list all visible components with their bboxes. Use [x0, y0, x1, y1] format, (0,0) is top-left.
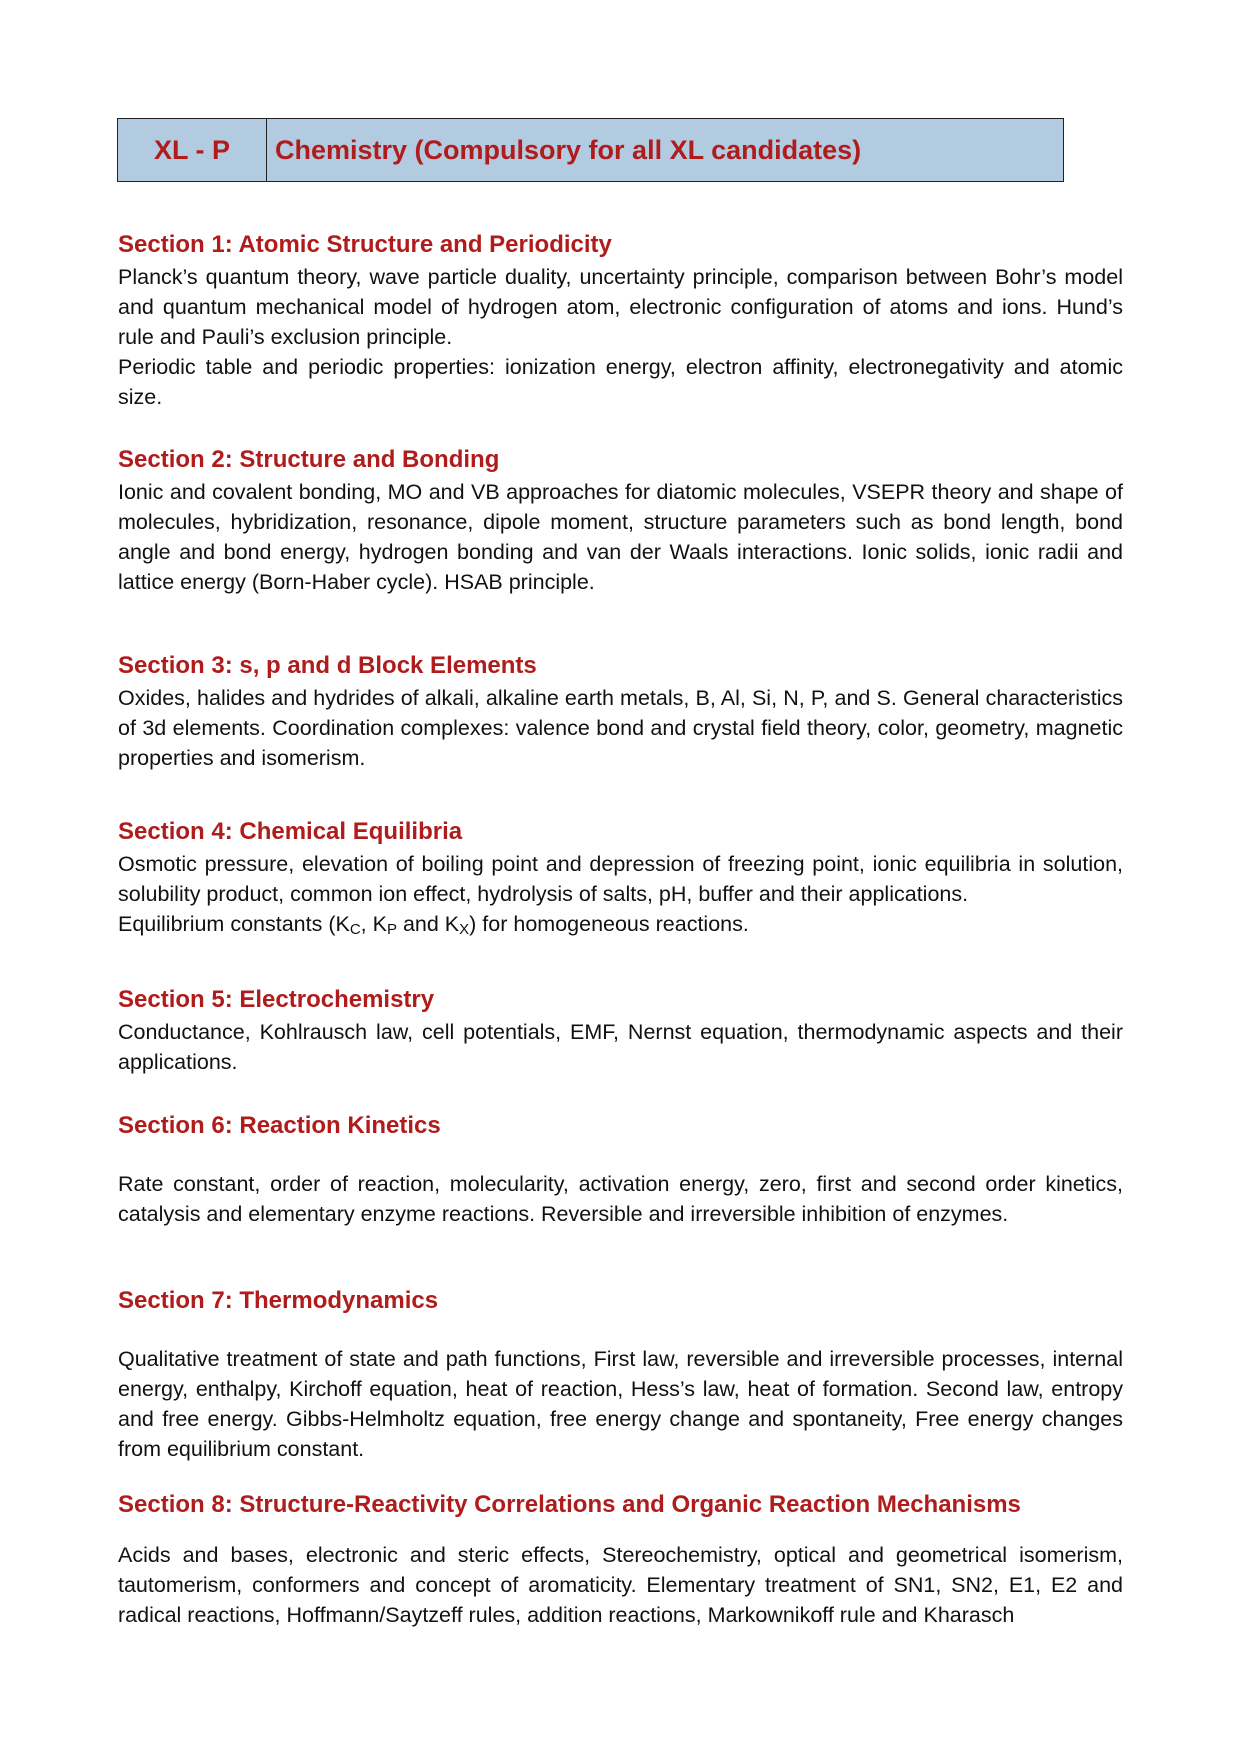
section-1-paragraph-1: Planck’s quantum theory, wave particle duality, uncertainty principle, comparison between Bohr’s model and quantum mechanical model of hydrogen atom, electronic configuration of atoms and ions. Hund’s rule and Pauli’s exclusion principle. [118, 265, 1123, 349]
section-1-text [118, 262, 1123, 412]
section-3-text: Oxides, halides and hydrides of alkali, alkaline earth metals, B, Al, Si, N, P, and S. General characteristics of 3d elements. Coordination complexes: valence bond and crystal field theory, color, geometry, magnetic properties and isomerism. [118, 686, 1123, 770]
section-8-heading: Section 8: Structure-Reactivity Correlations and Organic Reaction Mechanisms [118, 1491, 1021, 1518]
section-7-text: Qualitative treatment of state and path functions, First law, reversible and irreversible processes, internal energy, enthalpy, Kirchoff equation, heat of reaction, Hess’s law, heat of formation. Second law, entropy and free energy. Gibbs-Helmholtz equation, free energy change and spontaneity, Free energy changes from equilibrium constant. [118, 1347, 1123, 1461]
subject-header [117, 118, 1064, 182]
eq-text-pre: Equilibrium constants (K [118, 912, 350, 936]
eq-subscript-p: P [386, 921, 397, 938]
section-6-heading: Section 6: Reaction Kinetics [118, 1112, 441, 1139]
section-2-heading: Section 2: Structure and Bonding [118, 446, 500, 473]
section-5-heading: Section 5: Electrochemistry [118, 986, 435, 1013]
paper-title: Chemistry (Compulsory for all XL candidates) [275, 134, 862, 165]
section-4-text [118, 849, 1123, 945]
eq-subscript-c: C [349, 921, 361, 938]
eq-text-post: ) for homogeneous reactions. [469, 912, 749, 936]
section-1-paragraph-2: Periodic table and periodic properties: ionization energy, electron affinity, electronegativity and atomic size. [118, 355, 1123, 409]
section-4-heading: Section 4: Chemical Equilibria [118, 818, 463, 845]
section-8-text: Acids and bases, electronic and steric effects, Stereochemistry, optical and geometrical isomerism, tautomerism, conformers and concept of aromaticity. Elementary treatment of SN1, SN2, E1, E2 and radical reactions, Hoffmann/Saytzeff rules, addition reactions, Markownikoff rule and Kharasch [118, 1543, 1123, 1627]
eq-subscript-x: X [459, 921, 470, 938]
paper-code: XL - P [118, 119, 267, 181]
section-4-paragraph-1: Osmotic pressure, elevation of boiling point and depression of freezing point, ionic equilibria in solution, solubility product, common ion effect, hydrolysis of salts, pH, buffer and their applications. [118, 852, 1123, 906]
section-1-heading: Section 1: Atomic Structure and Periodicity [118, 231, 612, 258]
eq-text-sep1: , K [360, 912, 387, 936]
section-2-text: Ionic and covalent bonding, MO and VB approaches for diatomic molecules, VSEPR theory and shape of molecules, hybridization, resonance, dipole moment, structure parameters such as bond length, bond angle and bond energy, hydrogen bonding and van der Waals interactions. Ionic solids, ionic radii and lattice energy (Born-Haber cycle). HSAB principle. [118, 480, 1123, 594]
section-5-text: Conductance, Kohlrausch law, cell potentials, EMF, Nernst equation, thermodynamic aspects and their applications. [118, 1020, 1123, 1074]
section-3-heading: Section 3: s, p and d Block Elements [118, 652, 537, 679]
eq-text-sep2: and K [396, 912, 460, 936]
section-6-text: Rate constant, order of reaction, molecularity, activation energy, zero, first and second order kinetics, catalysis and elementary enzyme reactions. Reversible and irreversible inhibition of enzymes. [118, 1172, 1123, 1226]
section-7-heading: Section 7: Thermodynamics [118, 1287, 439, 1314]
equilibrium-constants-line [118, 909, 1123, 945]
